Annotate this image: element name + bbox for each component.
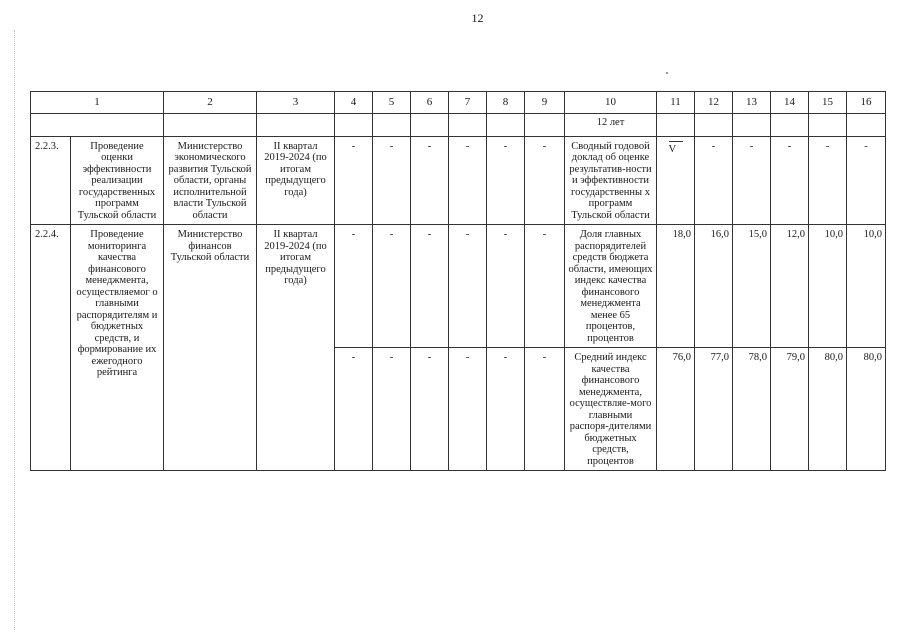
page-number: 12 xyxy=(471,11,484,25)
value-11-text: V xyxy=(669,141,683,156)
executor: Министерство финансов Тульской области xyxy=(164,225,257,471)
cell-7: - xyxy=(449,136,487,225)
table-row xyxy=(31,136,886,225)
value-15: - xyxy=(809,136,847,225)
cell-4: - xyxy=(335,136,373,225)
indicator: Средний индекс качества финансового менеджмента, осуществляе-мого главными распоря-дителями бюджетных средств, процентов xyxy=(565,348,657,471)
header-row xyxy=(31,92,886,114)
value-15: 10,0 xyxy=(809,225,847,348)
cell-5: - xyxy=(373,136,411,225)
period: II квартал 2019-2024 (по итогам предыдущего года) xyxy=(257,136,335,225)
value-13: 15,0 xyxy=(733,225,771,348)
header-cell-6: 6 xyxy=(411,92,449,114)
cell-8: - xyxy=(487,348,525,471)
value-12: 77,0 xyxy=(695,348,733,471)
cell-7: - xyxy=(449,225,487,348)
cell-9: - xyxy=(525,225,565,348)
measure-name: Проведение оценки эффективности реализации государственных программ Тульской области xyxy=(71,136,164,225)
header-cell-11: 11 xyxy=(657,92,695,114)
header-cell-7: 7 xyxy=(449,92,487,114)
value-16: - xyxy=(847,136,886,225)
value-12: 16,0 xyxy=(695,225,733,348)
value-16: 80,0 xyxy=(847,348,886,471)
row-number: 2.2.4. xyxy=(31,225,71,471)
table-row xyxy=(31,225,886,348)
continuation-text: 12 лет xyxy=(565,113,657,136)
plan-table xyxy=(30,91,886,471)
indicator: Доля главных распорядителей средств бюджета области, имеющих индекс качества финансового менеджмента менее 65 процентов, процентов xyxy=(565,225,657,348)
value-14: - xyxy=(771,136,809,225)
stray-mark xyxy=(666,72,668,74)
header-cell-5: 5 xyxy=(373,92,411,114)
header-cell-13: 13 xyxy=(733,92,771,114)
cell-6: - xyxy=(411,225,449,348)
header-cell-9: 9 xyxy=(525,92,565,114)
header-cell-4: 4 xyxy=(335,92,373,114)
header-cell-8: 8 xyxy=(487,92,525,114)
header-cell-2: 2 xyxy=(164,92,257,114)
cell-5: - xyxy=(373,348,411,471)
cell-9: - xyxy=(525,348,565,471)
cell-7: - xyxy=(449,348,487,471)
value-11 xyxy=(657,136,695,225)
row-number: 2.2.3. xyxy=(31,136,71,225)
header-cell-3: 3 xyxy=(257,92,335,114)
indicator: Сводный годовой доклад об оценке результатив-ности и эффективности государственны х программ Тульской области xyxy=(565,136,657,225)
executor: Министерство экономического развития Тульской области, органы исполнительной власти Тульской области xyxy=(164,136,257,225)
value-11: 76,0 xyxy=(657,348,695,471)
measure-name: Проведение мониторинга качества финансового менеджмента, осуществляемог о главными распорядителям и бюджетных средств, и формирование их ежегодного рейтинга xyxy=(71,225,164,471)
cell-5: - xyxy=(373,225,411,348)
cell-9: - xyxy=(525,136,565,225)
cell-4: - xyxy=(335,348,373,471)
continuation-row xyxy=(31,113,886,136)
value-14: 79,0 xyxy=(771,348,809,471)
cell-4: - xyxy=(335,225,373,348)
value-13: - xyxy=(733,136,771,225)
header-cell-12: 12 xyxy=(695,92,733,114)
cell-8: - xyxy=(487,225,525,348)
header-cell-1: 1 xyxy=(31,92,164,114)
cell-6: - xyxy=(411,136,449,225)
cell-8: - xyxy=(487,136,525,225)
header-cell-14: 14 xyxy=(771,92,809,114)
header-cell-15: 15 xyxy=(809,92,847,114)
period: II квартал 2019-2024 (по итогам предыдущего года) xyxy=(257,225,335,471)
value-16: 10,0 xyxy=(847,225,886,348)
left-margin-dots xyxy=(14,30,16,630)
value-13: 78,0 xyxy=(733,348,771,471)
header-cell-10: 10 xyxy=(565,92,657,114)
value-12: - xyxy=(695,136,733,225)
header-cell-16: 16 xyxy=(847,92,886,114)
value-14: 12,0 xyxy=(771,225,809,348)
cell-6: - xyxy=(411,348,449,471)
value-11: 18,0 xyxy=(657,225,695,348)
value-15: 80,0 xyxy=(809,348,847,471)
